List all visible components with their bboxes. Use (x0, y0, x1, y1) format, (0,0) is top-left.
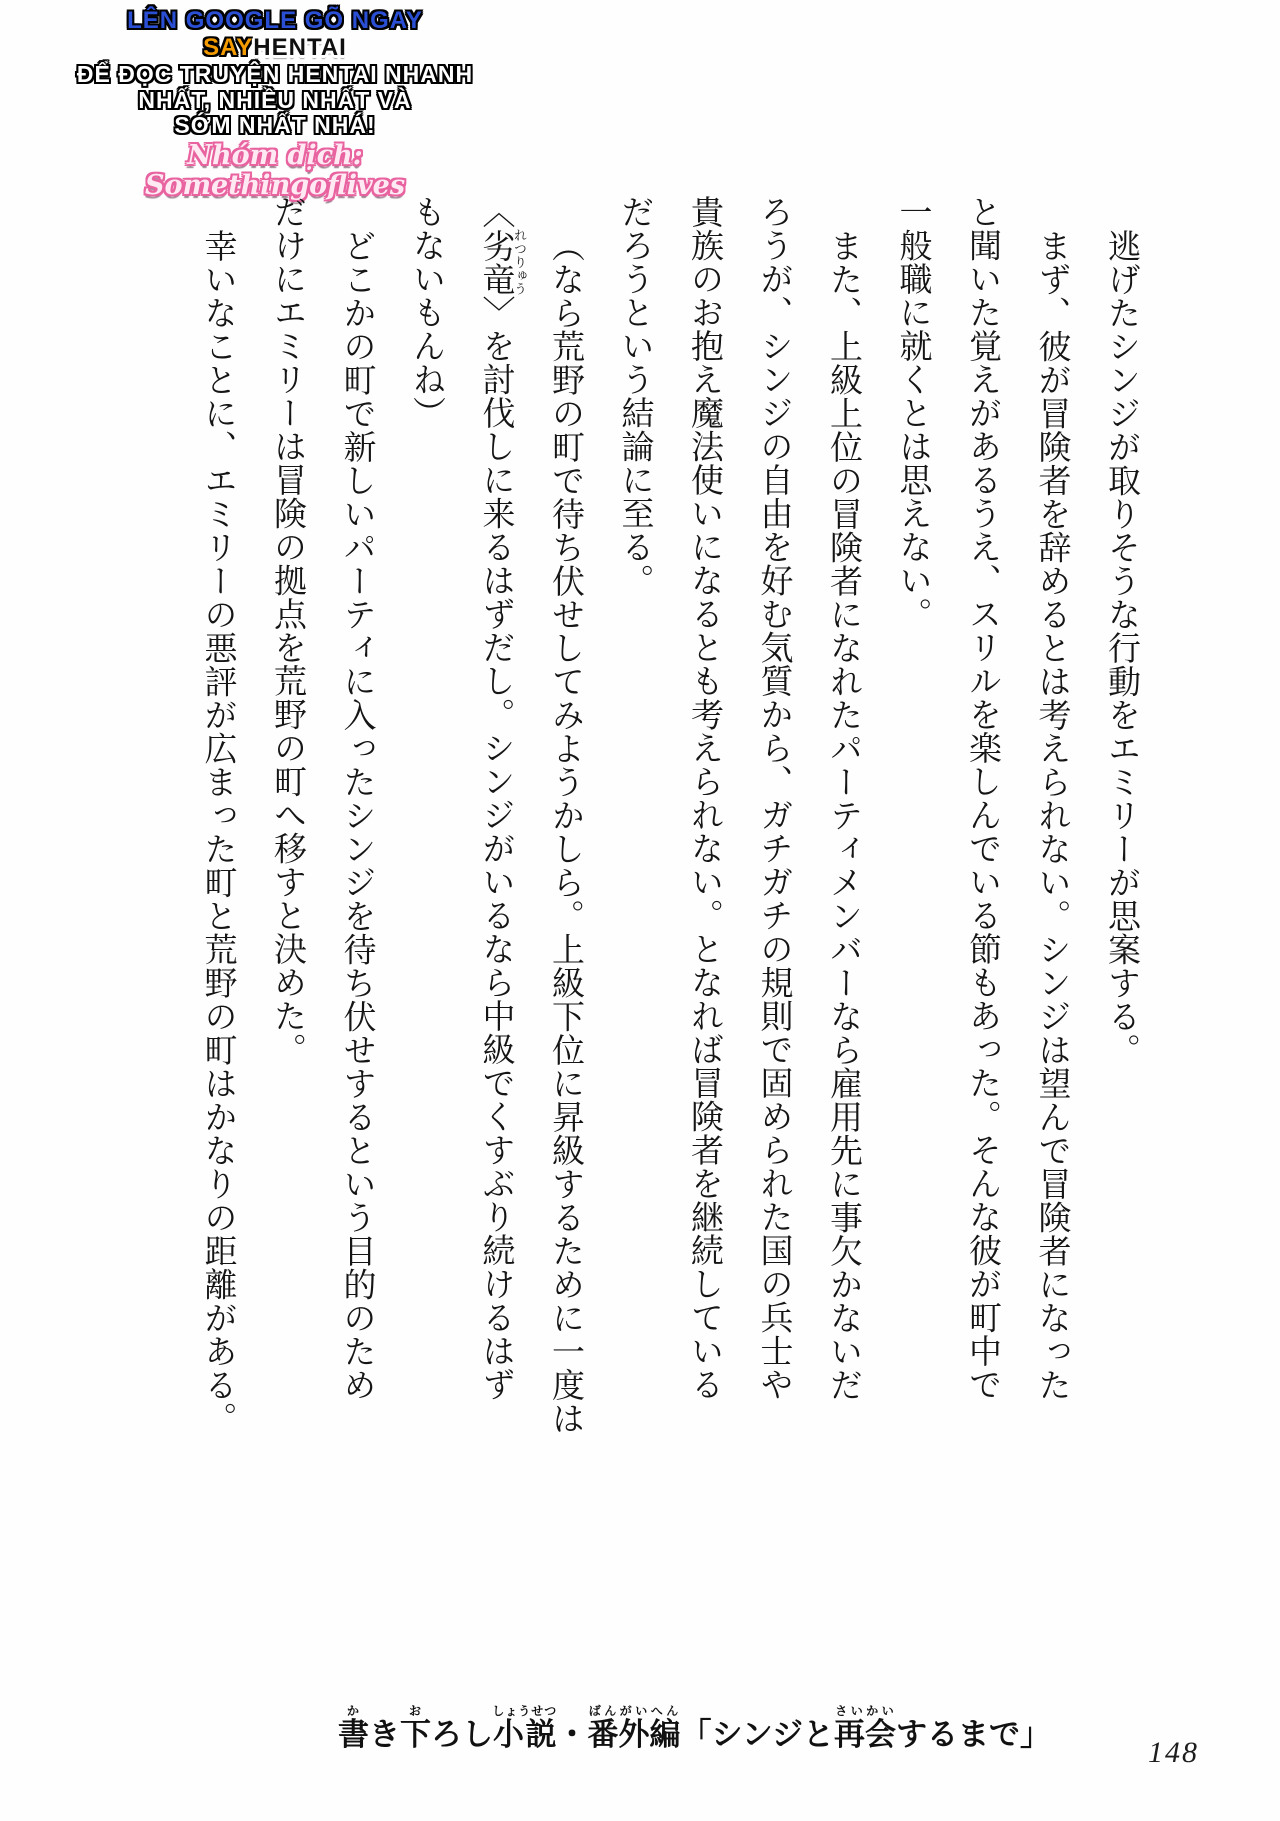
novel-column: だろうという結論に至る。 (616, 195, 653, 597)
watermark-line-4: NHẤT, NHIỀU NHẤT VÀ (138, 86, 412, 113)
watermark-line-3: ĐỂ ĐỌC TRUYỆN HENTAI NHANH (76, 60, 474, 87)
novel-column: ろうが、シンジの自由を好む気質から、ガチガチの規則で固められた国の兵士や (755, 195, 792, 1401)
watermark-line-5: SỚM NHẤT NHÁ! (174, 112, 376, 139)
novel-column: と聞いた覚えがあるうえ、スリルを楽しんでいる節もあった。そんな彼が町中で (964, 195, 1000, 1401)
watermark-credit: Nhóm dịch: Somethingoflives (144, 140, 406, 202)
novel-column: また、上級上位の冒険者になれたパーティメンバーなら雇用先に事欠かないだ (825, 229, 861, 1402)
novel-column: もないもんね） (408, 195, 444, 430)
novel-column: 一般職に就くとは思えない。 (894, 195, 931, 631)
novel-column: （なら荒野の町で待ち伏せしてみようかしら。上級下位に昇級するために一度は (547, 229, 583, 1435)
novel-column: どこかの町で新しいパーティに入ったシンジを待ち伏せするという目的のため (338, 229, 375, 1402)
page-number: 148 (1148, 1736, 1199, 1769)
chapter-caption: 書かき下おろし小説しょうせつ・番外編ばんがいへん「シンジと再会さいかいするまで」 (338, 1704, 1051, 1752)
novel-column: だけにエミリーは冒険の拠点を荒野の町へ移すと決めた。 (269, 195, 305, 1066)
novel-column: 〈劣竜れつりゅう〉を討伐しに来るはずだし。シンジがいるなら中級でくすぶり続けるはず (477, 195, 527, 1401)
novel-column: 逃げたシンジが取りそうな行動をエミリーが思案する。 (1103, 229, 1139, 1067)
watermark-line-2 (55, 35, 495, 62)
watermark-hentai-text: HENTAI (253, 33, 347, 61)
novel-body-vertical-text (182, 195, 1155, 1525)
translator-watermark (55, 8, 495, 201)
watermark-line-1: LÊN GOOGLE GÕ NGAY (127, 7, 423, 34)
watermark-say-text: SAY (203, 33, 254, 61)
novel-column: まず、彼が冒険者を辞めるとは考えられない。シンジは望んで冒険者になった (1033, 229, 1070, 1402)
novel-column: 幸いなことに、エミリーの悪評が広まった町と荒野の町はかなりの距離がある。 (199, 229, 236, 1435)
novel-column: 貴族のお抱え魔法使いになるとも考えられない。となれば冒険者を継続している (686, 195, 722, 1401)
